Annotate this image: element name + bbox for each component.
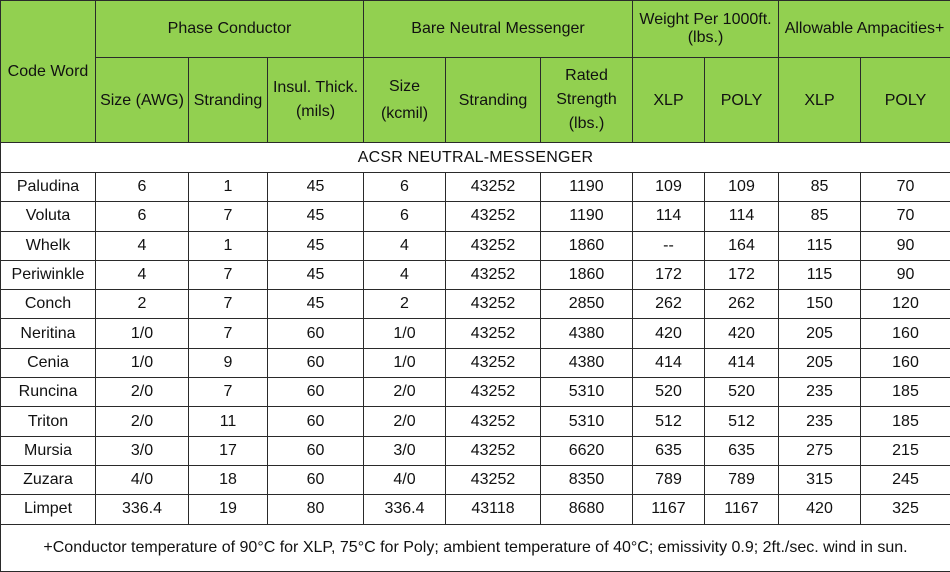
cell-insul-thick: 80 bbox=[268, 495, 364, 524]
cell-weight-xlp: 1167 bbox=[633, 495, 705, 524]
cell-ampacity-xlp: 420 bbox=[779, 495, 861, 524]
cell-ampacity-xlp: 115 bbox=[779, 231, 861, 260]
cell-ampacity-xlp: 235 bbox=[779, 407, 861, 436]
section-label: ACSR NEUTRAL-MESSENGER bbox=[1, 143, 950, 173]
cell-neutral-stranding: 43252 bbox=[446, 231, 541, 260]
cell-stranding: 19 bbox=[189, 495, 268, 524]
cell-weight-xlp: 789 bbox=[633, 465, 705, 494]
cell-code-word: Voluta bbox=[1, 202, 96, 231]
cell-ampacity-poly: 70 bbox=[861, 173, 950, 202]
cell-stranding: 18 bbox=[189, 465, 268, 494]
cell-ampacity-xlp: 205 bbox=[779, 319, 861, 348]
cell-weight-xlp: 520 bbox=[633, 378, 705, 407]
table-row bbox=[1, 173, 950, 202]
cell-insul-thick: 45 bbox=[268, 260, 364, 289]
header-phase-conductor: Phase Conductor bbox=[96, 1, 364, 58]
cell-rated-strength: 1860 bbox=[541, 231, 633, 260]
cell-size-kcmil: 1/0 bbox=[364, 348, 446, 377]
cell-stranding: 7 bbox=[189, 202, 268, 231]
cell-weight-poly: 414 bbox=[705, 348, 779, 377]
table-row bbox=[1, 231, 950, 260]
table-row bbox=[1, 260, 950, 289]
cell-size-awg: 4 bbox=[96, 231, 189, 260]
cell-rated-strength: 1190 bbox=[541, 202, 633, 231]
cell-size-kcmil: 1/0 bbox=[364, 319, 446, 348]
table-row bbox=[1, 465, 950, 494]
cell-ampacity-poly: 215 bbox=[861, 436, 950, 465]
cell-rated-strength: 6620 bbox=[541, 436, 633, 465]
cell-insul-thick: 60 bbox=[268, 319, 364, 348]
cell-code-word: Whelk bbox=[1, 231, 96, 260]
cell-neutral-stranding: 43252 bbox=[446, 319, 541, 348]
cell-stranding: 17 bbox=[189, 436, 268, 465]
cell-ampacity-poly: 120 bbox=[861, 290, 950, 319]
cell-code-word: Cenia bbox=[1, 348, 96, 377]
cell-ampacity-poly: 160 bbox=[861, 319, 950, 348]
cell-size-awg: 6 bbox=[96, 173, 189, 202]
cell-neutral-stranding: 43252 bbox=[446, 202, 541, 231]
cell-size-kcmil: 3/0 bbox=[364, 436, 446, 465]
cell-stranding: 1 bbox=[189, 173, 268, 202]
cell-stranding: 11 bbox=[189, 407, 268, 436]
cell-weight-xlp: 420 bbox=[633, 319, 705, 348]
cell-ampacity-xlp: 205 bbox=[779, 348, 861, 377]
cell-code-word: Zuzara bbox=[1, 465, 96, 494]
cell-ampacity-xlp: 275 bbox=[779, 436, 861, 465]
header-ampacities: Allowable Ampacities+ bbox=[779, 1, 950, 58]
cell-ampacity-xlp: 115 bbox=[779, 260, 861, 289]
cell-weight-poly: 635 bbox=[705, 436, 779, 465]
cell-weight-poly: 520 bbox=[705, 378, 779, 407]
cell-rated-strength: 5310 bbox=[541, 378, 633, 407]
cell-rated-strength: 4380 bbox=[541, 319, 633, 348]
cell-stranding: 7 bbox=[189, 290, 268, 319]
header-weight: Weight Per 1000ft.(lbs.) bbox=[633, 1, 779, 58]
cell-rated-strength: 8680 bbox=[541, 495, 633, 524]
cell-weight-xlp: 512 bbox=[633, 407, 705, 436]
table-row bbox=[1, 319, 950, 348]
cell-weight-xlp: 109 bbox=[633, 173, 705, 202]
cell-stranding: 7 bbox=[189, 378, 268, 407]
cell-size-awg: 4 bbox=[96, 260, 189, 289]
footnote: +Conductor temperature of 90°C for XLP, 75°C for Poly; ambient temperature of 40°C; emissivity 0.9; 2ft./sec. wind in sun. bbox=[1, 524, 950, 571]
cell-insul-thick: 45 bbox=[268, 290, 364, 319]
cell-weight-poly: 164 bbox=[705, 231, 779, 260]
cell-stranding: 9 bbox=[189, 348, 268, 377]
cell-rated-strength: 8350 bbox=[541, 465, 633, 494]
cell-code-word: Periwinkle bbox=[1, 260, 96, 289]
cell-rated-strength: 5310 bbox=[541, 407, 633, 436]
table-row bbox=[1, 290, 950, 319]
cell-rated-strength: 1860 bbox=[541, 260, 633, 289]
header-bare-neutral-messenger: Bare Neutral Messenger bbox=[364, 1, 633, 58]
cell-ampacity-xlp: 235 bbox=[779, 378, 861, 407]
cell-insul-thick: 60 bbox=[268, 378, 364, 407]
cell-weight-xlp: 414 bbox=[633, 348, 705, 377]
header-ampacity-xlp: XLP bbox=[779, 58, 861, 143]
header-code-word: Code Word bbox=[1, 1, 96, 143]
cell-size-awg: 6 bbox=[96, 202, 189, 231]
cell-weight-xlp: 635 bbox=[633, 436, 705, 465]
cell-ampacity-xlp: 85 bbox=[779, 173, 861, 202]
cell-code-word: Runcina bbox=[1, 378, 96, 407]
cell-stranding: 7 bbox=[189, 319, 268, 348]
cell-neutral-stranding: 43252 bbox=[446, 436, 541, 465]
header-stranding: Stranding bbox=[189, 58, 268, 143]
cell-weight-poly: 114 bbox=[705, 202, 779, 231]
cell-ampacity-xlp: 315 bbox=[779, 465, 861, 494]
cell-neutral-stranding: 43252 bbox=[446, 378, 541, 407]
cell-insul-thick: 60 bbox=[268, 436, 364, 465]
cell-size-awg: 1/0 bbox=[96, 319, 189, 348]
cell-ampacity-poly: 185 bbox=[861, 407, 950, 436]
cell-size-awg: 2/0 bbox=[96, 407, 189, 436]
cell-size-kcmil: 4/0 bbox=[364, 465, 446, 494]
cell-rated-strength: 2850 bbox=[541, 290, 633, 319]
table-row bbox=[1, 495, 950, 524]
cell-neutral-stranding: 43252 bbox=[446, 407, 541, 436]
cell-code-word: Triton bbox=[1, 407, 96, 436]
cell-ampacity-poly: 90 bbox=[861, 231, 950, 260]
cell-size-awg: 4/0 bbox=[96, 465, 189, 494]
cell-neutral-stranding: 43252 bbox=[446, 465, 541, 494]
cell-size-awg: 2/0 bbox=[96, 378, 189, 407]
cell-size-kcmil: 4 bbox=[364, 260, 446, 289]
cell-size-kcmil: 6 bbox=[364, 173, 446, 202]
header-neutral-stranding: Stranding bbox=[446, 58, 541, 143]
cell-insul-thick: 45 bbox=[268, 231, 364, 260]
cell-size-awg: 3/0 bbox=[96, 436, 189, 465]
cell-size-kcmil: 2/0 bbox=[364, 407, 446, 436]
cell-ampacity-xlp: 85 bbox=[779, 202, 861, 231]
cell-ampacity-poly: 90 bbox=[861, 260, 950, 289]
header-insul-thick: Insul. Thick. (mils) bbox=[268, 58, 364, 143]
cell-weight-poly: 109 bbox=[705, 173, 779, 202]
cell-weight-poly: 262 bbox=[705, 290, 779, 319]
cell-ampacity-poly: 245 bbox=[861, 465, 950, 494]
cell-size-awg: 336.4 bbox=[96, 495, 189, 524]
cell-size-awg: 2 bbox=[96, 290, 189, 319]
cell-ampacity-poly: 325 bbox=[861, 495, 950, 524]
cell-code-word: Paludina bbox=[1, 173, 96, 202]
header-weight-xlp: XLP bbox=[633, 58, 705, 143]
cell-weight-poly: 512 bbox=[705, 407, 779, 436]
cell-ampacity-poly: 185 bbox=[861, 378, 950, 407]
cell-neutral-stranding: 43252 bbox=[446, 348, 541, 377]
cell-code-word: Conch bbox=[1, 290, 96, 319]
cell-size-kcmil: 6 bbox=[364, 202, 446, 231]
cell-insul-thick: 45 bbox=[268, 202, 364, 231]
cell-neutral-stranding: 43118 bbox=[446, 495, 541, 524]
header-size-kcmil: Size (kcmil) bbox=[364, 58, 446, 143]
cell-rated-strength: 1190 bbox=[541, 173, 633, 202]
cell-neutral-stranding: 43252 bbox=[446, 173, 541, 202]
cell-code-word: Neritina bbox=[1, 319, 96, 348]
header-ampacity-poly: POLY bbox=[861, 58, 950, 143]
header-weight-poly: POLY bbox=[705, 58, 779, 143]
cell-insul-thick: 60 bbox=[268, 407, 364, 436]
cell-insul-thick: 45 bbox=[268, 173, 364, 202]
cell-neutral-stranding: 43252 bbox=[446, 260, 541, 289]
cell-ampacity-poly: 160 bbox=[861, 348, 950, 377]
cell-size-kcmil: 2 bbox=[364, 290, 446, 319]
cell-code-word: Limpet bbox=[1, 495, 96, 524]
cell-ampacity-xlp: 150 bbox=[779, 290, 861, 319]
cell-stranding: 1 bbox=[189, 231, 268, 260]
cell-size-kcmil: 336.4 bbox=[364, 495, 446, 524]
cell-weight-poly: 420 bbox=[705, 319, 779, 348]
cell-code-word: Mursia bbox=[1, 436, 96, 465]
cell-rated-strength: 4380 bbox=[541, 348, 633, 377]
cell-size-kcmil: 4 bbox=[364, 231, 446, 260]
cell-weight-poly: 172 bbox=[705, 260, 779, 289]
header-size-awg: Size (AWG) bbox=[96, 58, 189, 143]
header-rated-strength: Rated Strength (lbs.) bbox=[541, 58, 633, 143]
table-row bbox=[1, 407, 950, 436]
cell-weight-poly: 1167 bbox=[705, 495, 779, 524]
cell-ampacity-poly: 70 bbox=[861, 202, 950, 231]
cell-stranding: 7 bbox=[189, 260, 268, 289]
cell-weight-poly: 789 bbox=[705, 465, 779, 494]
table-row bbox=[1, 436, 950, 465]
cell-insul-thick: 60 bbox=[268, 465, 364, 494]
table-row bbox=[1, 202, 950, 231]
cell-size-kcmil: 2/0 bbox=[364, 378, 446, 407]
cell-weight-xlp: 114 bbox=[633, 202, 705, 231]
table-row bbox=[1, 378, 950, 407]
table-row bbox=[1, 348, 950, 377]
cell-weight-xlp: 172 bbox=[633, 260, 705, 289]
cell-weight-xlp: 262 bbox=[633, 290, 705, 319]
cell-neutral-stranding: 43252 bbox=[446, 290, 541, 319]
cell-weight-xlp: -- bbox=[633, 231, 705, 260]
cell-insul-thick: 60 bbox=[268, 348, 364, 377]
cell-size-awg: 1/0 bbox=[96, 348, 189, 377]
